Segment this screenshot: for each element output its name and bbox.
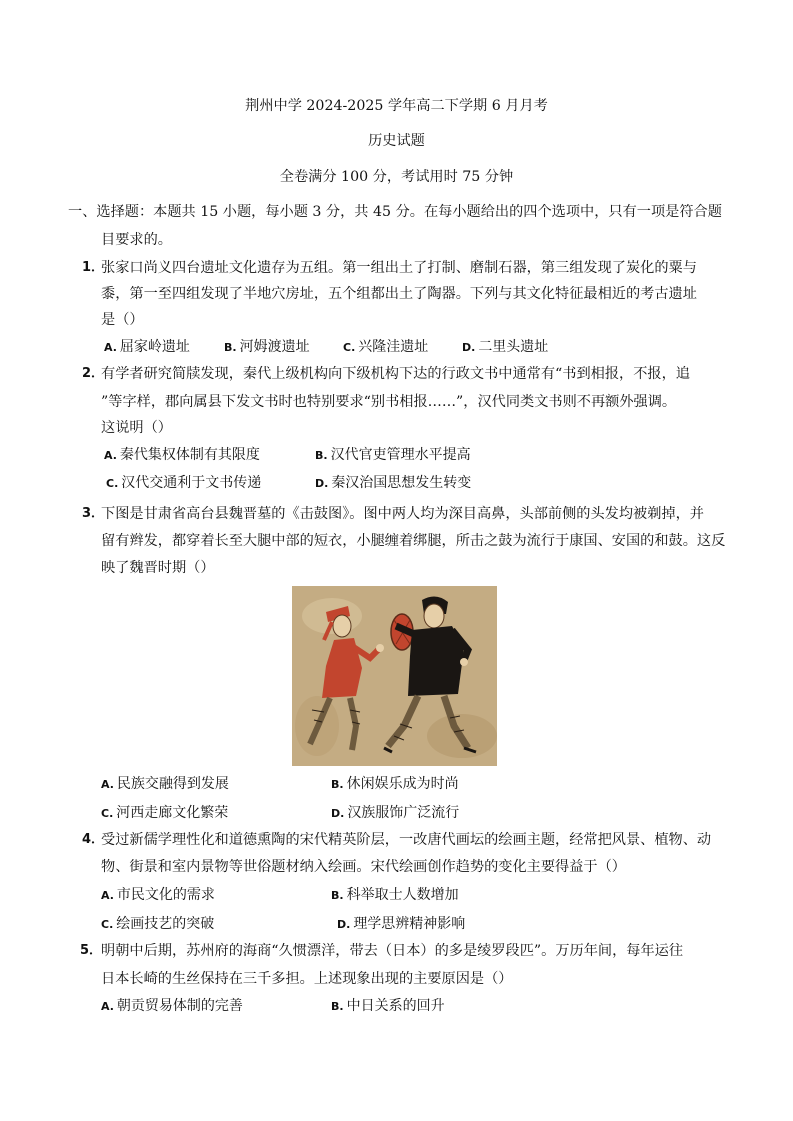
answer-option[interactable] [462, 337, 548, 358]
answer-option[interactable] [337, 914, 465, 935]
section-heading-line2: 目要求的。 [101, 232, 172, 248]
option-letter: B. [331, 778, 344, 791]
question-number: 3． [82, 506, 105, 521]
question-text-line: 是（） [101, 312, 144, 328]
option-letter: A. [104, 449, 117, 462]
exam-info: 全卷满分 100 分，考试用时 75 分钟 [279, 169, 514, 185]
question-text-line: 张家口尚义四台遗址文化遗存为五组。第一组出土了打制、磨制石器，第三组发现了炭化的粟与 [101, 260, 697, 276]
question-text-line: 映了魏晋时期（） [101, 560, 215, 576]
option-letter: A. [101, 889, 114, 902]
question-number: 5． [80, 943, 103, 958]
question-text-line: 这说明（） [101, 420, 172, 436]
question-text-line: 留有辫发，都穿着长至大腿中部的短衣，小腿缠着绑腿，所击之鼓为流行于康国、安国的和鼓。这反 [101, 533, 726, 549]
option-text: 市民文化的需求 [116, 887, 215, 903]
option-letter: D. [315, 477, 329, 490]
question-text-line: 受过新儒学理性化和道德熏陶的宋代精英阶层，一改唐代画坛的绘画主题，经常把风景、植物、动 [101, 832, 712, 848]
option-letter: B. [224, 341, 237, 354]
option-letter: C. [343, 341, 356, 354]
option-letter: A. [101, 778, 114, 791]
option-text: 汉代官吏管理水平提高 [330, 447, 471, 463]
drum-beating-mural-image [292, 586, 497, 766]
answer-option[interactable] [104, 445, 260, 466]
option-text: 河西走廊文化繁荣 [116, 805, 229, 821]
option-text: 二里头遗址 [478, 339, 549, 355]
option-text: 河姆渡遗址 [239, 339, 310, 355]
option-letter: D. [462, 341, 476, 354]
option-letter: B. [331, 1000, 344, 1013]
answer-option[interactable] [106, 473, 261, 494]
answer-option[interactable] [101, 996, 243, 1017]
question-number: 1． [82, 260, 105, 275]
answer-option[interactable] [331, 885, 459, 906]
answer-option[interactable] [331, 996, 445, 1017]
option-text: 秦汉治国思想发生转变 [331, 475, 472, 491]
option-text: 中日关系的回升 [346, 998, 445, 1014]
question-text-line: 下图是甘肃省高台县魏晋墓的《击鼓图》。图中两人均为深目高鼻，头部前侧的头发均被剃掉，并 [101, 506, 704, 522]
answer-option[interactable] [315, 445, 471, 466]
question-text-line: ”等字样，郡向属县下发文书时也特别要求“别书相报……”，汉代同类文书则不再额外强调。 [101, 394, 677, 410]
option-letter: B. [331, 889, 344, 902]
answer-option[interactable] [331, 803, 459, 824]
answer-option[interactable] [343, 337, 428, 358]
section-heading-line1: 一、选择题：本题共 15 小题，每小题 3 分，共 45 分。在每小题给出的四个选项中，只有一项是符合题 [68, 204, 722, 220]
option-letter: B. [315, 449, 328, 462]
subject-title: 历史试题 [368, 133, 425, 149]
option-letter: C. [106, 477, 119, 490]
option-text: 绘画技艺的突破 [116, 916, 215, 932]
option-text: 民族交融得到发展 [116, 776, 229, 792]
answer-option[interactable] [101, 774, 229, 795]
question-number: 4． [82, 832, 105, 847]
option-text: 兴隆洼遗址 [358, 339, 429, 355]
option-text: 屈家岭遗址 [119, 339, 190, 355]
question-text-line: 黍，第一至四组发现了半地穴房址，五个组都出土了陶器。下列与其文化特征最相近的考古遗址 [101, 286, 697, 302]
option-text: 朝贡贸易体制的完善 [116, 998, 243, 1014]
option-letter: A. [101, 1000, 114, 1013]
question-text-line: 有学者研究简牍发现，秦代上级机构向下级机构下达的行政文书中通常有“书到相报，不报，追 [101, 366, 690, 382]
option-text: 科举取士人数增加 [346, 887, 459, 903]
answer-option[interactable] [331, 774, 459, 795]
option-letter: D. [337, 918, 351, 931]
answer-option[interactable] [315, 473, 471, 494]
question-text-line: 日本长崎的生丝保持在三千多担。上述现象出现的主要原因是（） [101, 971, 513, 987]
question-text-line: 明朝中后期，苏州府的海商“久惯漂洋，带去（日本）的多是绫罗段匹”。万历年间，每年运往 [101, 943, 684, 959]
question-number: 2． [82, 366, 105, 381]
question-text-line: 物、街景和室内景物等世俗题材纳入绘画。宋代绘画创作趋势的变化主要得益于（） [101, 859, 626, 875]
answer-option[interactable] [101, 803, 228, 824]
option-text: 理学思辨精神影响 [353, 916, 466, 932]
option-text: 汉族服饰广泛流行 [347, 805, 460, 821]
exam-title: 荆州中学 2024-2025 学年高二下学期 6 月月考 [245, 98, 548, 114]
option-letter: D. [331, 807, 345, 820]
option-letter: A. [104, 341, 117, 354]
option-text: 休闲娱乐成为时尚 [346, 776, 459, 792]
answer-option[interactable] [101, 914, 214, 935]
answer-option[interactable] [101, 885, 215, 906]
answer-option[interactable] [224, 337, 310, 358]
answer-option[interactable] [104, 337, 190, 358]
option-letter: C. [101, 918, 114, 931]
option-text: 汉代交通利于文书传递 [121, 475, 262, 491]
option-letter: C. [101, 807, 114, 820]
option-text: 秦代集权体制有其限度 [119, 447, 260, 463]
